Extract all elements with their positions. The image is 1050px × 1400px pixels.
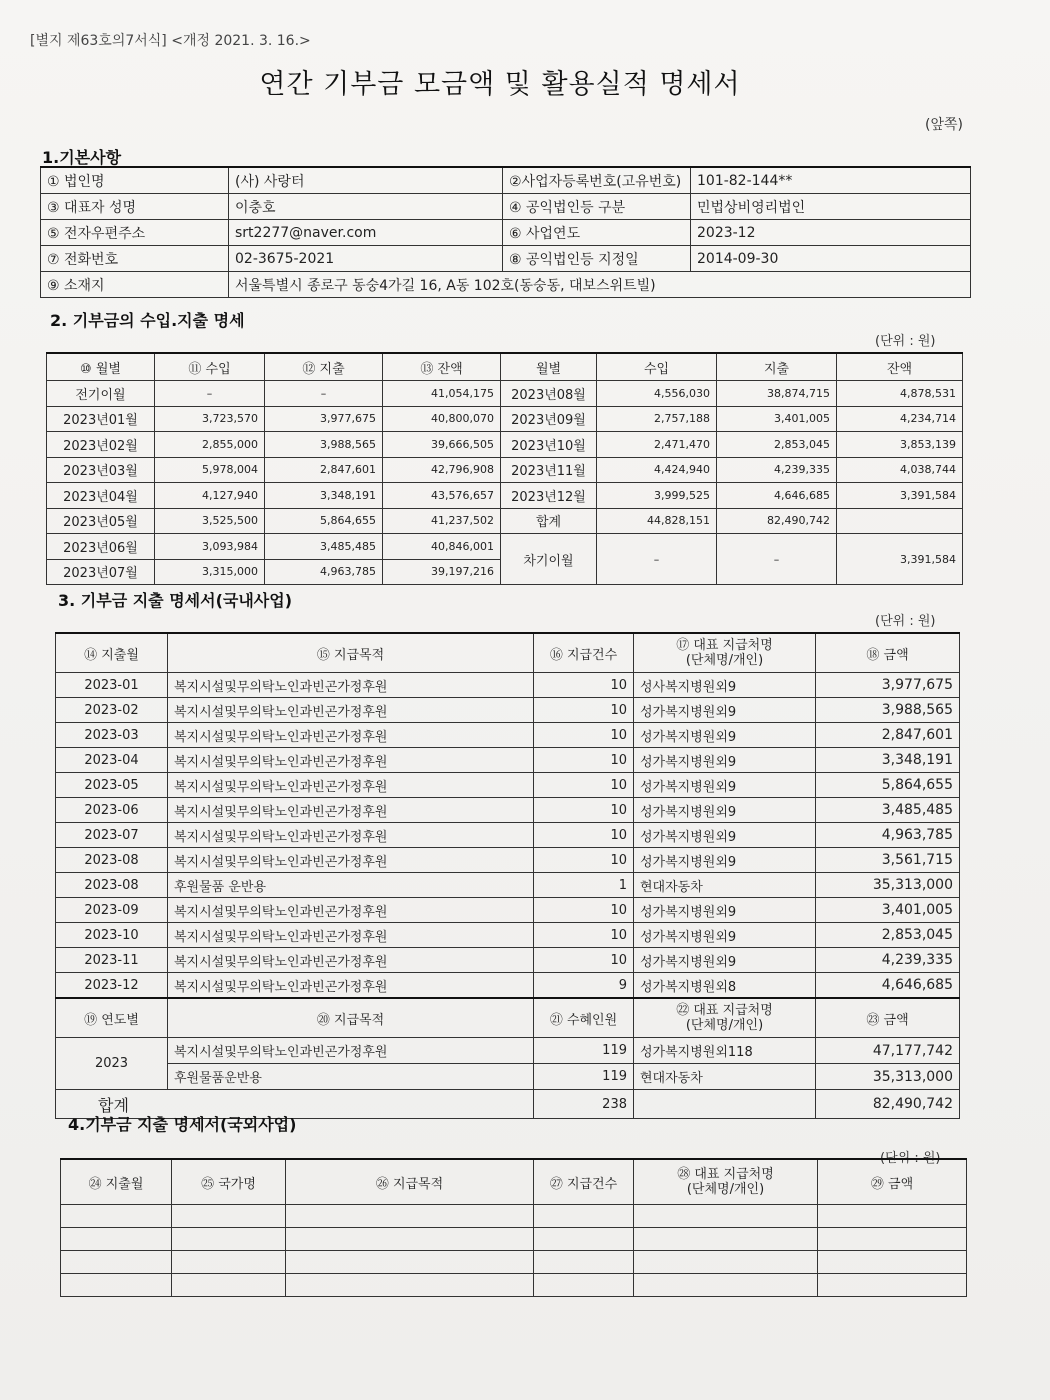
amount-cell: 3,348,191 — [816, 748, 960, 773]
column-header: 지출 — [717, 353, 837, 381]
income-cell: 44,828,151 — [597, 508, 717, 534]
year-cell: 2023 — [56, 1038, 168, 1090]
recipient-cell: 성가복지병원외9 — [634, 823, 816, 848]
header-line: ㉒ 대표 지급처명 — [676, 1003, 773, 1018]
month-cell: 2023-11 — [56, 948, 168, 973]
income-cell: – — [155, 381, 265, 407]
column-header: ㉔ 지출월 — [61, 1159, 172, 1205]
purpose-cell: 복지시설및무의탁노인과빈곤가정후원 — [168, 748, 534, 773]
expense-cell: 3,401,005 — [717, 406, 837, 432]
basic-info-table — [40, 166, 971, 298]
info-label: ⑥ 사업연도 — [503, 220, 691, 246]
balance-cell: 4,878,531 — [837, 381, 963, 407]
expense-cell: 2,853,045 — [717, 432, 837, 458]
count-cell: 10 — [534, 848, 634, 873]
purpose-cell: 복지시설및무의탁노인과빈곤가정후원 — [168, 698, 534, 723]
count-cell: 10 — [534, 723, 634, 748]
balance-cell: 3,391,584 — [837, 534, 963, 585]
column-header: ㉙ 금액 — [818, 1159, 967, 1205]
income-cell: 5,978,004 — [155, 457, 265, 483]
info-label: ⑤ 전자우편주소 — [41, 220, 229, 246]
column-header: ⑫ 지출 — [265, 353, 383, 381]
empty-cell — [534, 1228, 634, 1251]
table-row — [56, 723, 960, 748]
empty-cell — [172, 1228, 286, 1251]
table-row — [47, 534, 963, 560]
month-cell: 2023년10월 — [501, 432, 597, 458]
overseas-expense-table — [60, 1158, 967, 1297]
expense-cell: – — [265, 381, 383, 407]
column-header — [634, 633, 816, 673]
income-cell: 2,855,000 — [155, 432, 265, 458]
section-4-title: 4.기부금 지출 명세서(국외사업) — [68, 1115, 297, 1134]
column-header — [634, 998, 816, 1038]
info-value: 02-3675-2021 — [229, 246, 503, 272]
purpose-cell: 후원물품 운반용 — [168, 873, 534, 898]
expense-cell: 2,847,601 — [265, 457, 383, 483]
expense-cell: – — [717, 534, 837, 585]
amount-cell: 82,490,742 — [816, 1090, 960, 1119]
info-label: ④ 공익법인등 구분 — [503, 194, 691, 220]
recipient-cell: 성가복지병원외9 — [634, 848, 816, 873]
table-row — [56, 798, 960, 823]
amount-cell: 2,853,045 — [816, 923, 960, 948]
purpose-cell: 복지시설및무의탁노인과빈곤가정후원 — [168, 923, 534, 948]
count-cell: 10 — [534, 948, 634, 973]
header-line: (단체명/개인) — [685, 653, 764, 668]
balance-cell: 3,853,139 — [837, 432, 963, 458]
expense-cell: 4,963,785 — [265, 559, 383, 585]
empty-cell — [61, 1251, 172, 1274]
income-cell: 3,999,525 — [597, 483, 717, 509]
empty-cell — [634, 1274, 818, 1297]
count-cell: 10 — [534, 823, 634, 848]
expense-cell: 3,988,565 — [265, 432, 383, 458]
column-header: 잔액 — [837, 353, 963, 381]
month-cell: 2023년04월 — [47, 483, 155, 509]
month-cell: 2023-08 — [56, 848, 168, 873]
table-row — [56, 848, 960, 873]
page-side-label: (앞쪽) — [925, 117, 963, 133]
info-label: ⑨ 소재지 — [41, 272, 229, 298]
column-header: ⑩ 월별 — [47, 353, 155, 381]
empty-cell — [286, 1228, 534, 1251]
balance-cell: 4,234,714 — [837, 406, 963, 432]
income-cell: 4,424,940 — [597, 457, 717, 483]
month-cell: 2023년06월 — [47, 534, 155, 560]
balance-cell: 4,038,744 — [837, 457, 963, 483]
purpose-cell: 복지시설및무의탁노인과빈곤가정후원 — [168, 1038, 534, 1064]
recipient-cell: 현대자동차 — [634, 1064, 816, 1090]
info-row — [41, 167, 971, 194]
header-row — [56, 998, 960, 1038]
recipient-cell: 성가복지병원외8 — [634, 973, 816, 999]
purpose-cell: 복지시설및무의탁노인과빈곤가정후원 — [168, 723, 534, 748]
income-cell: 4,556,030 — [597, 381, 717, 407]
month-cell: 2023-01 — [56, 673, 168, 698]
empty-cell — [534, 1274, 634, 1297]
amount-cell: 4,963,785 — [816, 823, 960, 848]
table-row — [47, 381, 963, 407]
recipient-cell: 성가복지병원외9 — [634, 923, 816, 948]
column-header: ⑲ 연도별 — [56, 998, 168, 1038]
table-row — [56, 948, 960, 973]
header-line: (단체명/개인) — [686, 1182, 765, 1197]
month-cell: 2023-10 — [56, 923, 168, 948]
month-cell: 2023-07 — [56, 823, 168, 848]
month-cell: 차기이월 — [501, 534, 597, 585]
purpose-cell: 복지시설및무의탁노인과빈곤가정후원 — [168, 673, 534, 698]
amount-cell: 4,646,685 — [816, 973, 960, 999]
column-header: ㉖ 지급목적 — [286, 1159, 534, 1205]
amount-cell: 5,864,655 — [816, 773, 960, 798]
form-number: [별지 제63호의7서식] <개정 2021. 3. 16.> — [30, 33, 311, 49]
info-label: ⑧ 공익법인등 지정일 — [503, 246, 691, 272]
empty-cell — [818, 1251, 967, 1274]
column-header: ⑪ 수입 — [155, 353, 265, 381]
empty-cell — [534, 1205, 634, 1228]
recipient-cell: 성가복지병원외9 — [634, 723, 816, 748]
expense-cell: 5,864,655 — [265, 508, 383, 534]
income-cell: 3,093,984 — [155, 534, 265, 560]
empty-cell — [286, 1205, 534, 1228]
month-cell: 2023년09월 — [501, 406, 597, 432]
expense-cell: 4,646,685 — [717, 483, 837, 509]
header-line: ㉘ 대표 지급처명 — [677, 1167, 774, 1182]
column-header: ㉗ 지급건수 — [534, 1159, 634, 1205]
table-row — [56, 773, 960, 798]
info-value: 서울특별시 종로구 동숭4가길 16, A동 102호(동숭동, 대보스위트빌) — [229, 272, 971, 298]
expense-cell: 3,485,485 — [265, 534, 383, 560]
expense-cell: 4,239,335 — [717, 457, 837, 483]
column-header: ㉕ 국가명 — [172, 1159, 286, 1205]
info-value: (사) 사랑터 — [229, 167, 503, 194]
amount-cell: 3,401,005 — [816, 898, 960, 923]
table-row — [47, 457, 963, 483]
column-header: ⑯ 지급건수 — [534, 633, 634, 673]
empty-cell — [634, 1205, 818, 1228]
month-cell: 2023년11월 — [501, 457, 597, 483]
empty-cell — [61, 1205, 172, 1228]
count-cell: 10 — [534, 673, 634, 698]
info-value: 101-82-144** — [691, 167, 971, 194]
empty-cell — [534, 1251, 634, 1274]
recipient-cell — [634, 1090, 816, 1119]
income-cell: 2,757,188 — [597, 406, 717, 432]
table-row — [56, 748, 960, 773]
empty-cell — [172, 1205, 286, 1228]
balance-cell: 39,197,216 — [383, 559, 501, 585]
balance-cell — [837, 508, 963, 534]
amount-cell: 4,239,335 — [816, 948, 960, 973]
purpose-cell: 복지시설및무의탁노인과빈곤가정후원 — [168, 848, 534, 873]
header-line: (단체명/개인) — [685, 1018, 764, 1033]
month-cell: 합계 — [501, 508, 597, 534]
recipient-cell: 성가복지병원외9 — [634, 948, 816, 973]
month-cell: 2023년02월 — [47, 432, 155, 458]
section-2-title: 2. 기부금의 수입.지출 명세 — [50, 311, 245, 330]
table-row — [56, 698, 960, 723]
month-cell: 2023년03월 — [47, 457, 155, 483]
income-cell: 2,471,470 — [597, 432, 717, 458]
recipient-cell: 성가복지병원외9 — [634, 773, 816, 798]
purpose-cell: 복지시설및무의탁노인과빈곤가정후원 — [168, 973, 534, 999]
recipient-cell: 성사복지병원외9 — [634, 673, 816, 698]
month-cell: 2023-08 — [56, 873, 168, 898]
count-cell: 119 — [534, 1064, 634, 1090]
table-row — [47, 483, 963, 509]
recipient-cell: 성가복지병원외9 — [634, 748, 816, 773]
section-1-title: 1.기본사항 — [42, 148, 122, 167]
month-cell: 2023년01월 — [47, 406, 155, 432]
table-row — [47, 508, 963, 534]
count-cell: 10 — [534, 898, 634, 923]
info-row — [41, 272, 971, 298]
recipient-cell: 성가복지병원외9 — [634, 698, 816, 723]
count-cell: 119 — [534, 1038, 634, 1064]
info-value: 이충호 — [229, 194, 503, 220]
amount-cell: 3,988,565 — [816, 698, 960, 723]
total-label: 합계 — [56, 1090, 534, 1119]
column-header: ⑳ 지급목적 — [168, 998, 534, 1038]
purpose-cell: 복지시설및무의탁노인과빈곤가정후원 — [168, 948, 534, 973]
info-label: ⑦ 전화번호 — [41, 246, 229, 272]
column-header — [634, 1159, 818, 1205]
empty-row — [61, 1228, 967, 1251]
empty-cell — [634, 1251, 818, 1274]
purpose-cell: 복지시설및무의탁노인과빈곤가정후원 — [168, 823, 534, 848]
column-header: ⑱ 금액 — [816, 633, 960, 673]
info-label: ① 법인명 — [41, 167, 229, 194]
table-row — [56, 873, 960, 898]
income-cell: 3,315,000 — [155, 559, 265, 585]
income-cell: 3,723,570 — [155, 406, 265, 432]
empty-row — [61, 1274, 967, 1297]
balance-cell: 39,666,505 — [383, 432, 501, 458]
count-cell: 10 — [534, 698, 634, 723]
info-value: 민법상비영리법인 — [691, 194, 971, 220]
empty-cell — [172, 1274, 286, 1297]
column-header: 월별 — [501, 353, 597, 381]
table-row — [47, 406, 963, 432]
column-header: ㉑ 수혜인원 — [534, 998, 634, 1038]
month-cell: 2023-09 — [56, 898, 168, 923]
header-line: ⑰ 대표 지급처명 — [676, 638, 773, 653]
purpose-cell: 후원물품운반용 — [168, 1064, 534, 1090]
empty-cell — [818, 1274, 967, 1297]
balance-cell: 43,576,657 — [383, 483, 501, 509]
empty-cell — [818, 1228, 967, 1251]
income-cell: 3,525,500 — [155, 508, 265, 534]
info-label: ②사업자등록번호(고유번호) — [503, 167, 691, 194]
table-row — [56, 1064, 960, 1090]
recipient-cell: 성가복지병원외9 — [634, 798, 816, 823]
month-cell: 2023-12 — [56, 973, 168, 999]
amount-cell: 35,313,000 — [816, 873, 960, 898]
table-row — [56, 923, 960, 948]
info-label: ③ 대표자 성명 — [41, 194, 229, 220]
table-row — [56, 823, 960, 848]
amount-cell: 35,313,000 — [816, 1064, 960, 1090]
amount-cell: 3,485,485 — [816, 798, 960, 823]
empty-cell — [61, 1228, 172, 1251]
empty-cell — [818, 1205, 967, 1228]
recipient-cell: 현대자동차 — [634, 873, 816, 898]
amount-cell: 2,847,601 — [816, 723, 960, 748]
info-value: srt2277@naver.com — [229, 220, 503, 246]
recipient-cell: 성가복지병원외118 — [634, 1038, 816, 1064]
info-value: 2023-12 — [691, 220, 971, 246]
unit-label: (단위 : 원) — [875, 614, 936, 629]
info-value: 2014-09-30 — [691, 246, 971, 272]
income-cell: – — [597, 534, 717, 585]
expense-cell: 3,977,675 — [265, 406, 383, 432]
count-cell: 10 — [534, 798, 634, 823]
purpose-cell: 복지시설및무의탁노인과빈곤가정후원 — [168, 773, 534, 798]
empty-row — [61, 1251, 967, 1274]
section-3-title: 3. 기부금 지출 명세서(국내사업) — [58, 591, 293, 610]
month-cell: 2023년05월 — [47, 508, 155, 534]
month-cell: 2023년07월 — [47, 559, 155, 585]
balance-cell: 41,054,175 — [383, 381, 501, 407]
expense-cell: 38,874,715 — [717, 381, 837, 407]
balance-cell: 42,796,908 — [383, 457, 501, 483]
empty-cell — [634, 1228, 818, 1251]
table-row — [56, 1038, 960, 1064]
domestic-expense-table — [55, 632, 960, 1119]
empty-cell — [61, 1274, 172, 1297]
column-header: ⑬ 잔액 — [383, 353, 501, 381]
column-header: ⑮ 지급목적 — [168, 633, 534, 673]
month-cell: 2023-04 — [56, 748, 168, 773]
count-cell: 1 — [534, 873, 634, 898]
purpose-cell: 복지시설및무의탁노인과빈곤가정후원 — [168, 898, 534, 923]
month-cell: 2023년08월 — [501, 381, 597, 407]
amount-cell: 47,177,742 — [816, 1038, 960, 1064]
balance-cell: 41,237,502 — [383, 508, 501, 534]
recipient-cell: 성가복지병원외9 — [634, 898, 816, 923]
table-row — [56, 898, 960, 923]
month-cell: 2023-03 — [56, 723, 168, 748]
purpose-cell: 복지시설및무의탁노인과빈곤가정후원 — [168, 798, 534, 823]
header-row — [61, 1159, 967, 1205]
count-cell: 238 — [534, 1090, 634, 1119]
column-header: 수입 — [597, 353, 717, 381]
column-header: ⑭ 지출월 — [56, 633, 168, 673]
month-cell: 2023-06 — [56, 798, 168, 823]
balance-cell: 40,846,001 — [383, 534, 501, 560]
unit-label: (단위 : 원) — [875, 334, 936, 349]
header-row — [56, 633, 960, 673]
count-cell: 10 — [534, 923, 634, 948]
expense-cell: 3,348,191 — [265, 483, 383, 509]
empty-cell — [286, 1274, 534, 1297]
count-cell: 10 — [534, 748, 634, 773]
empty-cell — [286, 1251, 534, 1274]
unit-label: (단위 : 원) — [880, 1151, 941, 1166]
balance-cell: 40,800,070 — [383, 406, 501, 432]
month-cell: 2023-02 — [56, 698, 168, 723]
column-header: ㉓ 금액 — [816, 998, 960, 1038]
income-cell: 4,127,940 — [155, 483, 265, 509]
empty-cell — [172, 1251, 286, 1274]
count-cell: 10 — [534, 773, 634, 798]
amount-cell: 3,977,675 — [816, 673, 960, 698]
month-cell: 2023-05 — [56, 773, 168, 798]
info-row — [41, 194, 971, 220]
month-cell: 2023년12월 — [501, 483, 597, 509]
table-row — [56, 973, 960, 999]
balance-cell: 3,391,584 — [837, 483, 963, 509]
empty-row — [61, 1205, 967, 1228]
document-title: 연간 기부금 모금액 및 활용실적 명세서 — [259, 69, 741, 100]
expense-cell: 82,490,742 — [717, 508, 837, 534]
info-row — [41, 220, 971, 246]
table-row — [56, 673, 960, 698]
table-row — [47, 432, 963, 458]
count-cell: 9 — [534, 973, 634, 999]
income-expense-table — [46, 352, 963, 585]
amount-cell: 3,561,715 — [816, 848, 960, 873]
month-cell: 전기이월 — [47, 381, 155, 407]
info-row — [41, 246, 971, 272]
